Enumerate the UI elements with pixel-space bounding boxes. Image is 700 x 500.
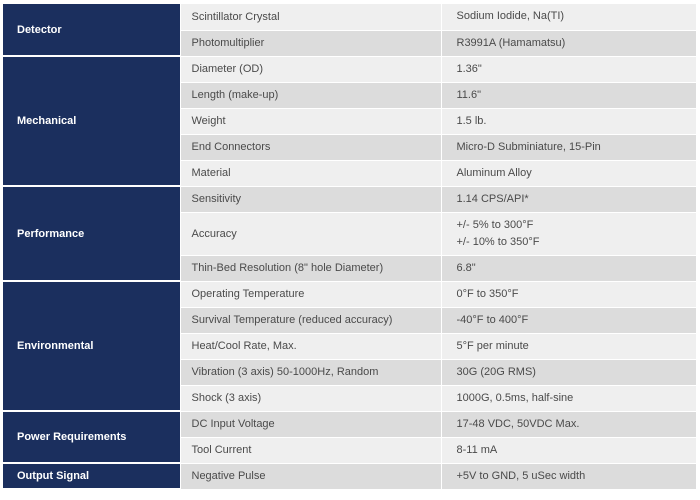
value-cell [441,30,696,56]
value-line: 17-48 VDC, 50VDC Max. [456,417,580,430]
value-cell [441,385,696,411]
value-cell [441,56,696,82]
category-cell: Mechanical [3,56,180,186]
value-line: 1.5 lb. [456,114,487,127]
value-cell [441,411,696,437]
value-line: Micro-D Subminiature, 15-Pin [456,140,601,153]
value-cell [441,134,696,160]
table-row [3,463,696,489]
value-line: +5V to GND, 5 uSec width [456,469,586,482]
value-line: 1.36" [456,62,482,75]
table-row [3,281,696,307]
value-cell [441,108,696,134]
value-line: 0°F to 350°F [456,287,519,300]
parameter-cell: Weight [180,108,441,134]
parameter-cell: Diameter (OD) [180,56,441,82]
value-line: 5°F per minute [456,339,529,352]
parameter-cell: Accuracy [180,212,441,255]
value-cell [441,333,696,359]
value-cell [441,4,696,30]
value-cell [441,82,696,108]
parameter-cell: Vibration (3 axis) 50-1000Hz, Random [180,359,441,385]
table-row [3,186,696,212]
value-cell [441,160,696,186]
category-cell: Performance [3,186,180,281]
value-line: +/- 5% to 300°F [456,218,534,231]
value-line: Aluminum Alloy [456,166,532,179]
parameter-cell: End Connectors [180,134,441,160]
value-line: 8-11 mA [456,443,498,456]
value-cell [441,186,696,212]
value-cell [441,255,696,281]
category-cell: Output Signal [3,463,180,489]
parameter-cell: Survival Temperature (reduced accuracy) [180,307,441,333]
table-row [3,411,696,437]
value-cell [441,281,696,307]
value-cell [441,359,696,385]
value-cell [441,307,696,333]
value-cell [441,437,696,463]
parameter-cell: DC Input Voltage [180,411,441,437]
specifications-table [3,4,696,490]
value-line: 1.14 CPS/API* [456,192,529,205]
value-line: 1000G, 0.5ms, half-sine [456,391,574,404]
value-line: 30G (20G RMS) [456,365,536,378]
parameter-cell: Thin-Bed Resolution (8" hole Diameter) [180,255,441,281]
table-row [3,4,696,30]
parameter-cell: Scintillator Crystal [180,4,441,30]
parameter-cell: Heat/Cool Rate, Max. [180,333,441,359]
category-cell: Detector [3,4,180,56]
value-line: +/- 10% to 350°F [456,235,540,248]
parameter-cell: Shock (3 axis) [180,385,441,411]
value-line: 11.6" [456,88,481,101]
parameter-cell: Tool Current [180,437,441,463]
specifications-table-body [3,4,696,489]
value-cell [441,212,696,255]
parameter-cell: Length (make-up) [180,82,441,108]
value-line: 6.8" [456,261,476,274]
value-line: -40°F to 400°F [456,313,529,326]
parameter-cell: Material [180,160,441,186]
category-cell: Power Requirements [3,411,180,463]
parameter-cell: Sensitivity [180,186,441,212]
parameter-cell: Negative Pulse [180,463,441,489]
value-line: R3991A (Hamamatsu) [456,36,566,49]
parameter-cell: Photomultiplier [180,30,441,56]
parameter-cell: Operating Temperature [180,281,441,307]
table-row [3,56,696,82]
value-line: Sodium Iodide, Na(TI) [456,10,565,23]
category-cell: Environmental [3,281,180,411]
value-cell [441,463,696,489]
